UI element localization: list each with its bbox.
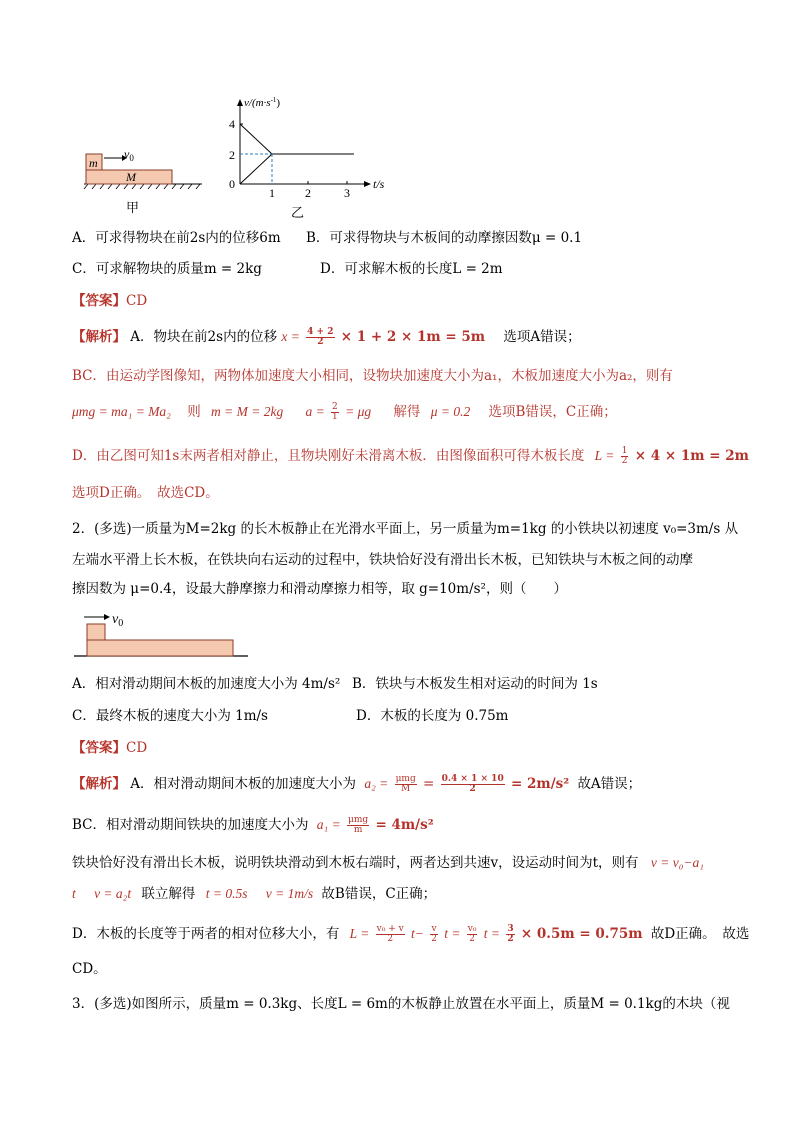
caption-yi: 乙 [291, 205, 305, 220]
q2-analysis-d-1: D．木板的长度等于两者的相对位移大小，有 L = $\frac{\text{v₀ + v}}{2}$ t− $\frac{v}{2}$ t = $\frac{\text{v₀}}{2}$ t = $\frac{3}{2}$ × 0.5m = 0.75m 故D正确。 故选 [72, 924, 750, 944]
x-tick-3: 3 [344, 186, 350, 200]
figure-1 [70, 92, 410, 222]
q3-stem-1: 3．(多选)如图所示，质量m = 0.3kg、长度L = 6m的木板静止放置在水平面上，质量M = 0.1kg的木块（视 [72, 996, 730, 1012]
q1-option-c: C．可求解物块的质量m = 2kg [72, 261, 262, 277]
q1-a-suffix: 选项A错误； [503, 329, 581, 345]
q1-analysis-d-2: 选项D正确。 故选CD。 [72, 485, 219, 501]
figure-jia [84, 147, 202, 215]
q2-analysis-bc: BC．相对滑动期间铁块的加速度大小为 a₁ = $\frac{\text{μmg}}{m}$ = 4m/s² [72, 815, 434, 835]
long-board [87, 640, 233, 656]
q1-a-prefix: A．物块在前2s内的位移 [130, 329, 278, 345]
q2-stem-3: 擦因数为 μ=0.4，设最大静摩擦力和滑动摩擦力相等，取 g=10m/s²，则（ ） [72, 581, 567, 597]
x-tick-2: 2 [305, 186, 311, 200]
board-velocity-line [240, 154, 272, 184]
q2-analysis-d-2: CD。 [72, 961, 107, 977]
q1-a-rest: × 1 + 2 × 1m = 5m [340, 329, 486, 345]
v0-label: $v_0$ [124, 147, 134, 163]
q1-a-frac: $\frac{4 + 2}{2}$ [307, 327, 334, 347]
v0-label: $v_0$ [112, 612, 124, 629]
q1-analysis-d-1: D．由乙图可知1s末两者相对静止，且物块刚好未滑离木板．由图像面积可得木板长度 L = $\frac{1}{2}$ × 4 × 1m = 2m [72, 446, 749, 466]
q1-a-x: x = [281, 329, 300, 344]
q2-option-a: A．相对滑动期间木板的加速度大小为 4m/s² [72, 676, 341, 692]
q2-answer: 【答案】CD [72, 740, 148, 756]
v-axis-label: $v/(m\cdot s^{-1})$ [244, 96, 281, 109]
q1-answer [72, 291, 147, 311]
q2-stem-1: 2．(多选)一质量为M=2kg 的长木板静止在光滑水平面上，另一质量为m=1kg 的小铁块以初速度 v₀=3m/s 从 [72, 521, 739, 537]
q1-analysis-bc-2: μmg = ma₁ = Ma₂ 则 m = M = 2kg a = $\frac{2}{1}$ = μg 解得 μ = 0.2 选项B错误，C正确； [72, 402, 617, 422]
q2-option-b: B．铁块与木板发生相对运动的时间为 1s [352, 676, 598, 692]
q1-option-d: D．可求解木板的长度L = 2m [320, 261, 503, 277]
q1-option-a: A．可求得物块在前2s内的位移6m [72, 230, 281, 246]
q1-option-b: B．可求得物块与木板间的动摩擦因数μ = 0.1 [306, 230, 583, 246]
ground-hatch [84, 184, 200, 189]
block-velocity-line [240, 124, 272, 154]
figure-yi [229, 96, 385, 220]
q1-analysis-a [72, 327, 581, 347]
figure-2 [70, 606, 270, 661]
y-tick-0: 0 [229, 177, 235, 191]
q1-analysis-bc-1: BC．由运动学图像知，两物体加速度大小相同，设物块加速度大小为a₁，木板加速度大小为a₂，则有 [72, 368, 673, 384]
iron-block [87, 624, 105, 640]
q2-option-d: D．木板的长度为 0.75m [356, 708, 509, 724]
q2-analysis-cond-1: 铁块恰好没有滑出长木板，说明铁块滑动到木板右端时，两者达到共速v，设运动时间为t，则有 v = v₀−a₁ [72, 855, 704, 871]
analysis-tag: 【解析】 [72, 329, 126, 345]
block-m-label: m [89, 156, 98, 170]
q2-option-c: C．最终木板的速度大小为 1m/s [72, 708, 268, 724]
x-tick-1: 1 [269, 186, 275, 200]
q2-analysis-a: 【解析】 A．相对滑动期间木板的加速度大小为 a₂ = $\frac{\text{μmg}}{M}$ = $\frac{0.4 \times 1 \times 10}{2}$ = 2m/s² 故A错误； [72, 774, 642, 794]
board-M-label: M [126, 170, 136, 184]
y-tick-2: 2 [229, 148, 235, 162]
answer-value: CD [126, 293, 148, 309]
t-axis-label: t/s [373, 177, 385, 191]
caption-jia: 甲 [126, 200, 140, 215]
q2-analysis-cond-2: t v = a₂t 联立解得 t = 0.5s v = 1m/s 故B错误，C正确； [72, 886, 437, 902]
q2-stem-2: 左端水平滑上长木板，在铁块向右运动的过程中，铁块恰好没有滑出长木板，已知铁块与木板之间的动摩 [72, 552, 693, 568]
y-tick-4: 4 [229, 117, 235, 131]
answer-tag: 【答案】 [72, 293, 126, 309]
